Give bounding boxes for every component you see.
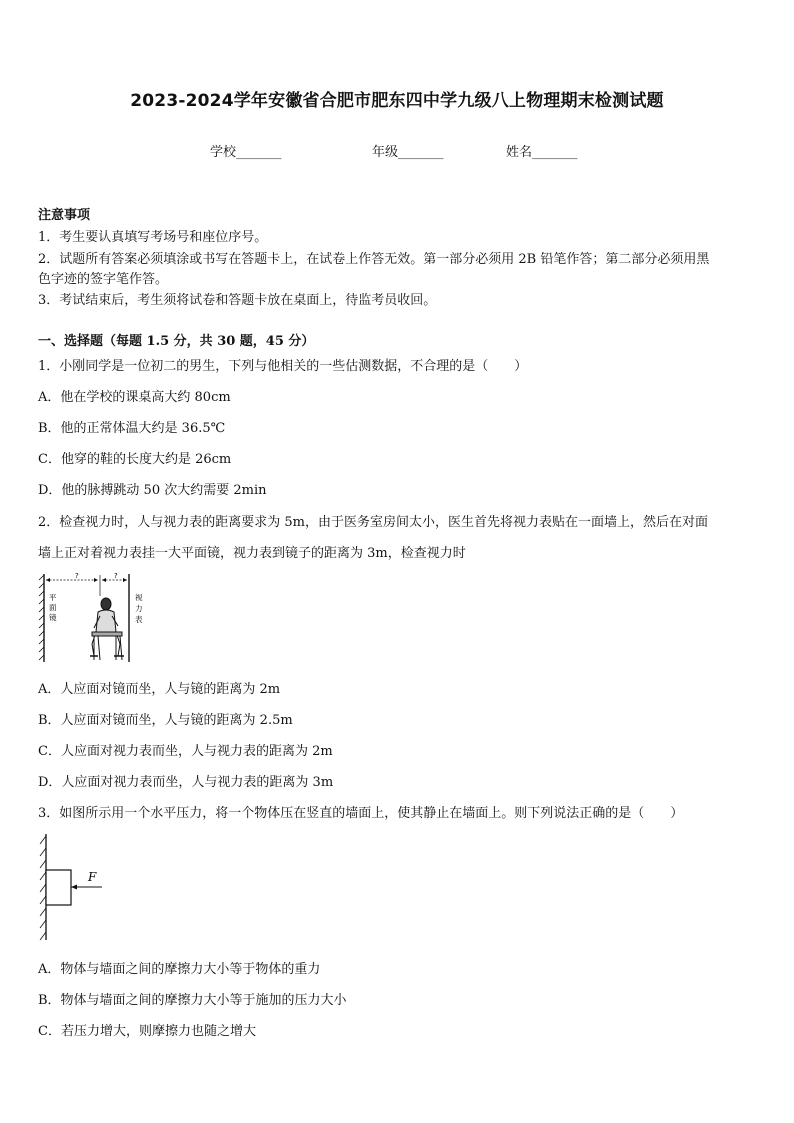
notice-item-3: 3．考试结束后，考生须将试卷和答题卡放在桌面上，待监考员收回。 xyxy=(38,293,437,308)
wall-hatching xyxy=(40,836,46,940)
q2-stem-line2: 墙上正对着视力表挂一大平面镜，视力表到镜子的距离为 3m，检查视力时 xyxy=(38,546,466,561)
exam-title: 2023-2024学年安徽省合肥市肥东四中学九级八上物理期末检测试题 xyxy=(130,91,664,111)
distance-label-1: ? xyxy=(75,572,79,580)
q2-option-a: A．人应面对镜而坐，人与镜的距离为 2m xyxy=(38,682,281,697)
notice-item-2: 2．试题所有答案必须填涂或书写在答题卡上，在试卷上作答无效。第一部分必须用 2B 铅笔作答；第二部分必须用黑 xyxy=(38,252,710,267)
force-arrow-head xyxy=(71,885,77,890)
arrow-head-left xyxy=(46,578,50,582)
arrow-head-mid-left xyxy=(94,578,98,582)
q1-option-c: C．他穿的鞋的长度大约是 26cm xyxy=(38,452,232,467)
chart-label-char-3: 表 xyxy=(135,615,143,624)
school-field: 学校_______ xyxy=(210,145,282,160)
seated-person-icon xyxy=(90,598,124,660)
q3-option-b: B．物体与墙面之间的摩擦力大小等于施加的压力大小 xyxy=(38,993,347,1008)
mirror-label-char-1: 平 xyxy=(49,593,57,602)
q3-stem: 3．如图所示用一个水平压力，将一个物体压在竖直的墙面上，使其静止在墙面上。则下列说法正确的是（ ） xyxy=(38,806,684,821)
chart-label-char-2: 力 xyxy=(135,604,143,613)
q2-option-b: B．人应面对镜而坐，人与镜的距离为 2.5m xyxy=(38,713,293,728)
block-object xyxy=(46,870,71,905)
arrow-head-right xyxy=(123,578,127,582)
notice-item-1: 1．考生要认真填写考场号和座位序号。 xyxy=(38,230,268,245)
q1-option-a: A．他在学校的课桌高大约 80cm xyxy=(38,390,231,405)
section-heading: 一、选择题（每题 1.5 分，共 30 题，45 分） xyxy=(38,334,315,349)
q3-figure xyxy=(36,832,116,942)
chart-label-char-1: 视 xyxy=(135,593,143,602)
q3-option-c: C．若压力增大，则摩擦力也随之增大 xyxy=(38,1024,256,1039)
arrow-head-mid-right xyxy=(102,578,106,582)
mirror-label-char-3: 镜 xyxy=(49,613,57,622)
q1-option-d: D．他的脉搏跳动 50 次大约需要 2min xyxy=(38,483,267,498)
notice-item-2-cont: 色字迹的签字笔作答。 xyxy=(38,272,169,287)
q1-stem: 1．小刚同学是一位初二的男生，下列与他相关的一些估测数据，不合理的是（ ） xyxy=(38,359,528,374)
mirror-label-char-2: 面 xyxy=(49,603,57,612)
name-field: 姓名_______ xyxy=(506,145,578,160)
notice-heading: 注意事项 xyxy=(38,208,91,223)
q1-option-b: B．他的正常体温大约是 36.5℃ xyxy=(38,421,226,436)
mirror-hatching xyxy=(39,575,44,660)
distance-label-2: ? xyxy=(114,572,118,580)
q2-stem-line1: 2．检查视力时，人与视力表的距离要求为 5m，由于医务室房间太小，医生首先将视力表贴在一面墙上，然后在对面 xyxy=(38,515,709,530)
q2-figure xyxy=(38,570,148,665)
q2-option-d: D．人应面对视力表而坐，人与视力表的距离为 3m xyxy=(38,775,334,790)
q3-option-a: A．物体与墙面之间的摩擦力大小等于物体的重力 xyxy=(38,962,321,977)
grade-field: 年级_______ xyxy=(372,145,444,160)
q2-option-c: C．人应面对视力表而坐，人与视力表的距离为 2m xyxy=(38,744,333,759)
force-label: F xyxy=(88,870,97,884)
